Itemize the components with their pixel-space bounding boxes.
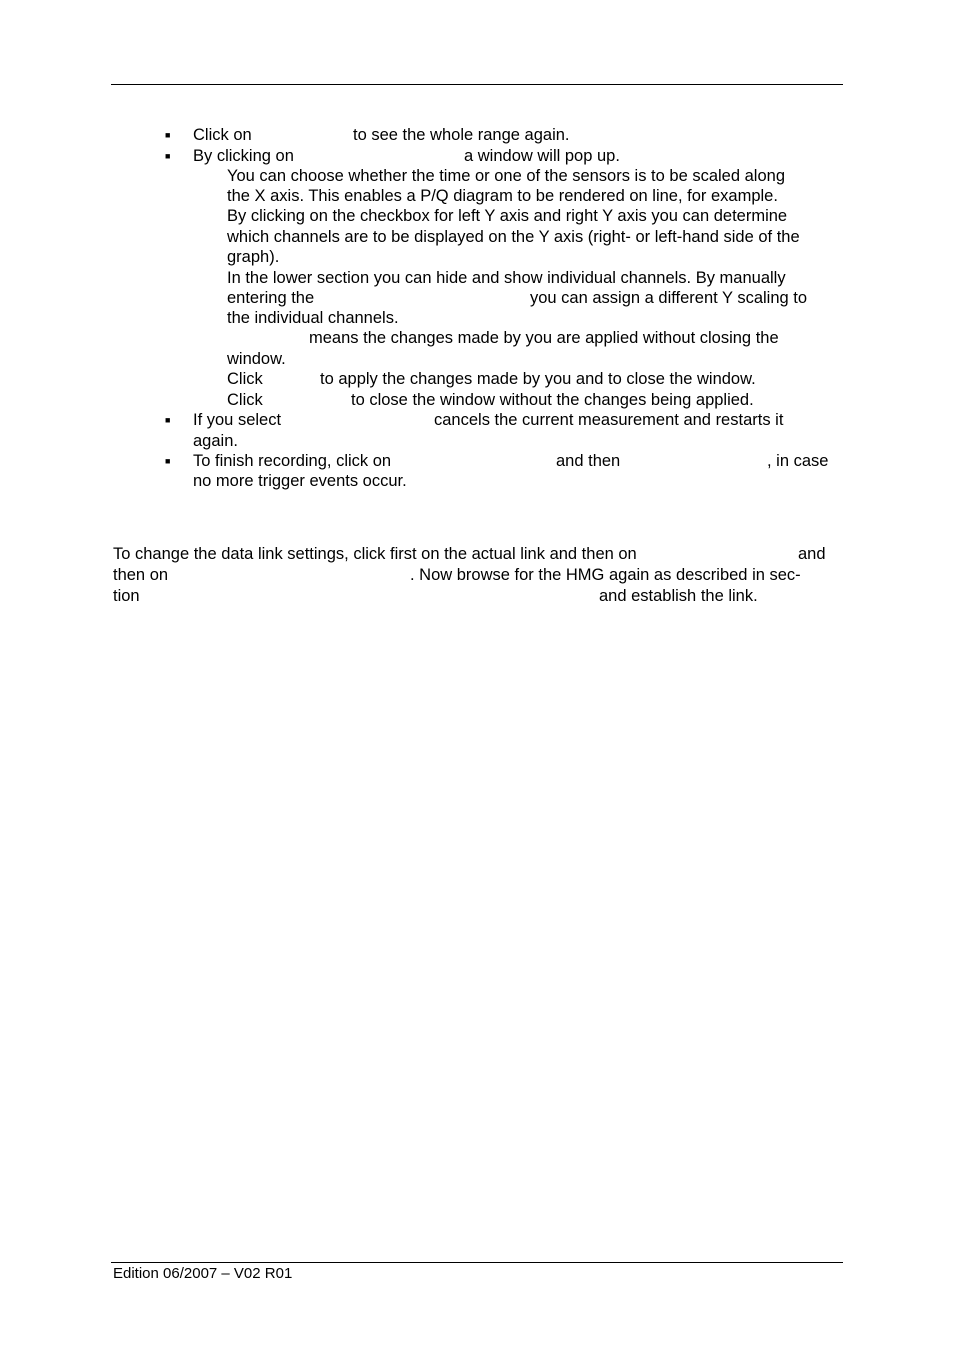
bullet-marker: ■ [165, 151, 171, 161]
header-rule [111, 84, 843, 85]
bullet-4-text: and then [556, 452, 621, 470]
footer-rule [111, 1262, 843, 1263]
footer-edition: Edition 06/2007 – V02 R01 [113, 1265, 293, 1282]
bullet-1-text: Click on [193, 126, 252, 144]
bullet-3-text: cancels the current measurement and restarts it [434, 411, 784, 429]
sub-text: means the changes made by you are applied without closing the [309, 329, 779, 347]
bullet-2-text: By clicking on [193, 147, 294, 165]
paragraph-text: and [798, 545, 826, 563]
sub-text: Click [227, 370, 263, 388]
paragraph-text: and establish the link. [599, 587, 758, 605]
bullet-4-text: To finish recording, click on [193, 452, 392, 470]
bullet-2-text: a window will pop up. [464, 147, 620, 165]
sub-text: to apply the changes made by you and to close the window. [320, 370, 756, 388]
bullet-marker: ■ [165, 415, 171, 425]
sub-text: which channels are to be displayed on the Y axis (right- or left-hand side of the [227, 228, 800, 246]
sub-text: You can choose whether the time or one of the sensors is to be scaled along [227, 167, 785, 185]
paragraph-text: To change the data link settings, click first on the actual link and then on [113, 545, 637, 563]
sub-text: Click [227, 391, 263, 409]
bullet-marker: ■ [165, 130, 171, 140]
sub-text: window. [227, 350, 286, 368]
bullet-marker: ■ [165, 456, 171, 466]
paragraph-text: . Now browse for the HMG again as described in sec- [410, 566, 801, 584]
sub-text: the individual channels. [227, 309, 399, 327]
bullet-4-text: , in case [767, 452, 829, 470]
bullet-3-text: again. [193, 432, 238, 450]
sub-text: you can assign a different Y scaling to [530, 289, 808, 307]
sub-text: By clicking on the checkbox for left Y axis and right Y axis you can determine [227, 207, 788, 225]
sub-text: to close the window without the changes being applied. [351, 391, 754, 409]
bullet-1-text: to see the whole range again. [353, 126, 570, 144]
bullet-4-text: no more trigger events occur. [193, 472, 407, 490]
paragraph-text: tion [113, 587, 140, 605]
sub-text: In the lower section you can hide and show individual channels. By manually [227, 269, 786, 287]
sub-text: the X axis. This enables a P/Q diagram to be rendered on line, for example. [227, 187, 778, 205]
sub-text: graph). [227, 248, 280, 266]
paragraph-text: then on [113, 566, 169, 584]
bullet-3-text: If you select [193, 411, 282, 429]
sub-text: entering the [227, 289, 315, 307]
